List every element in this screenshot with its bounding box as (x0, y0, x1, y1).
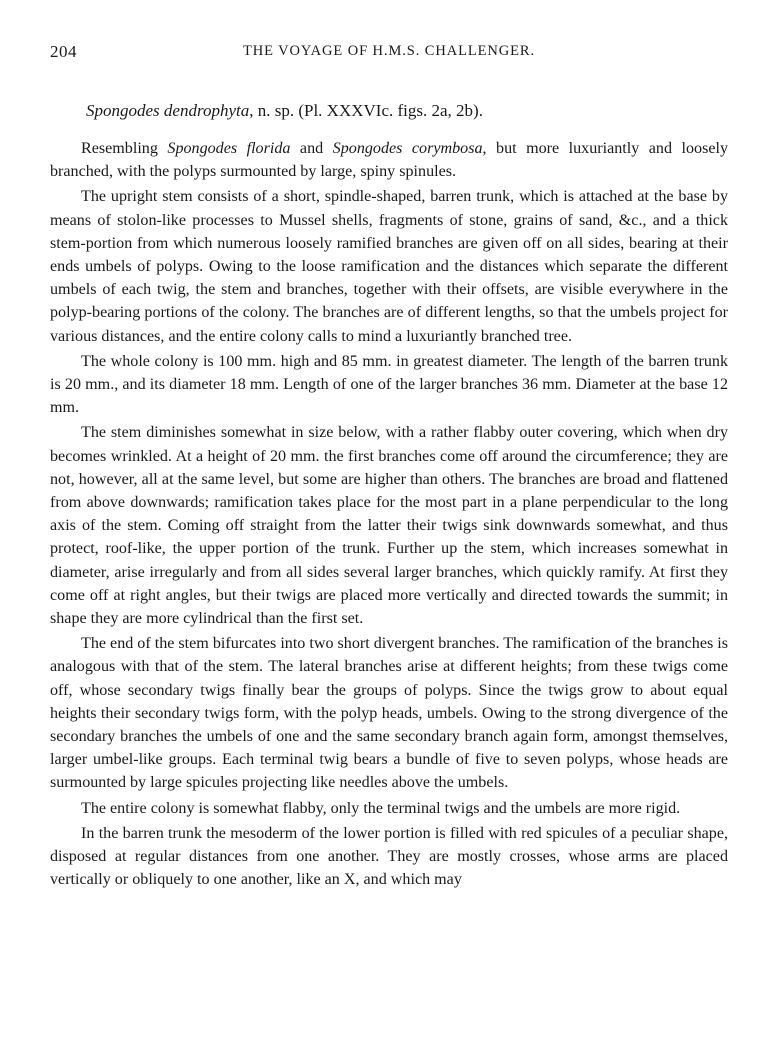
paragraph-1-text-e: , but more luxuriantly and loosely branched, with the polyps surmounted by large, spiny spinules. (50, 140, 728, 181)
paragraph-5: The end of the stem bifurcates into two short divergent branches. The ramification of the branches is analogous with that of the stem. The lateral branches arise at different heights; from these twigs come off, whose secondary twigs finally bear the groups of polyps. Since the twigs grow to about equal heights their secondary twigs form, with the polyp heads, umbels. Owing to the strong divergence of the secondary branches the umbels of one and the same secondary branch again form, amongst themselves, larger umbel-like groups. Each terminal twig bears a bundle of five to seven polyps, whose heads are surmounted by large spicules projecting like needles above the umbels. (50, 635, 728, 792)
paragraph-7: In the barren trunk the mesoderm of the lower portion is filled with red spicules of a peculiar shape, disposed at regular distances from one another. They are mostly crosses, whose arms are placed vertically or obliquely to one another, like an X, and which may (50, 824, 728, 889)
species-ref-corymbosa: Spongodes corymbosa (332, 140, 483, 157)
running-title: THE VOYAGE OF H.M.S. CHALLENGER. (243, 43, 535, 59)
paragraph-6: The entire colony is somewhat flabby, only the terminal twigs and the umbels are more rigid. (81, 799, 681, 817)
document-page (50, 42, 728, 892)
species-heading-rest: , n. sp. (Pl. XXXVIc. figs. 2a, 2b). (249, 101, 483, 120)
page-number: 204 (50, 42, 77, 61)
species-name: Spongodes dendrophyta (86, 101, 250, 120)
paragraph-1 (50, 137, 728, 183)
paragraph-1-text-c: and (290, 140, 333, 157)
species-ref-florida: Spongodes florida (167, 140, 291, 157)
page-header (50, 42, 728, 66)
paragraph-2: The upright stem consists of a short, spindle-shaped, barren trunk, which is attached at the base by means of stolon-like processes to Mussel shells, fragments of stone, grains of sand, &c., and a thick stem-portion from which numerous loosely ramified branches are given off on all sides, bearing at their ends umbels of polyps. Owing to the loose ramification and the distances which separate the different umbels of each twig, the stem and branches, together with their offsets, are visible everywhere in the polyp-bearing portions of the colony. The branches are of different lengths, so that the umbels project for various distances, and the entire colony calls to mind a luxuriantly branched tree. (50, 188, 728, 345)
paragraph-4: The stem diminishes somewhat in size below, with a rather flabby outer covering, which when dry becomes wrinkled. At a height of 20 mm. the first branches come off around the circumference; they are not, however, all at the same level, but some are higher than others. The branches are broad and flattened from above downwards; ramification takes place for the most part in a plane perpendicular to the long axis of the stem. Coming off straight from the latter their twigs sink downwards somewhat, and thus protect, roof-like, the upper portion of the trunk. Further up the stem, which increases somewhat in diameter, arise irregularly and from all sides several larger branches, which quickly ramify. At first they come off at right angles, but their twigs are placed more vertically and directed towards the summit; in shape they are more cylindrical than the first set. (50, 424, 728, 628)
paragraph-1-text-a: Resembling (81, 140, 168, 157)
paragraph-3: The whole colony is 100 mm. high and 85 mm. in greatest diameter. The length of the barren trunk is 20 mm., and its diameter 18 mm. Length of one of the larger branches 36 mm. Diameter at the base 12 mm. (50, 352, 728, 417)
body-text (50, 137, 728, 892)
species-heading (86, 100, 728, 122)
